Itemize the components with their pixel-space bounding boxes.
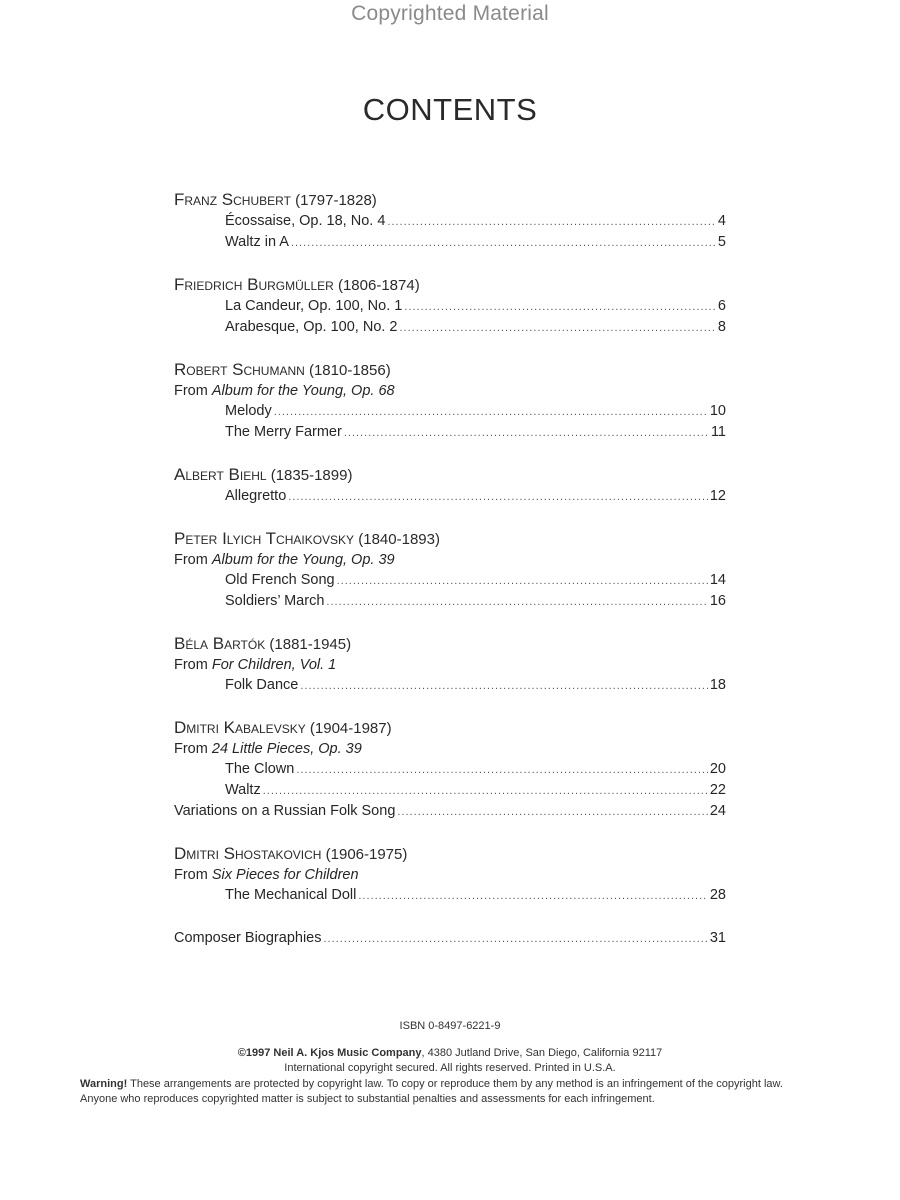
toc-entry[interactable] — [174, 928, 726, 949]
dot-leader — [296, 760, 708, 780]
from-prefix: From — [174, 657, 208, 673]
page-number: 10 — [709, 403, 726, 419]
copyright-line — [0, 1046, 900, 1061]
page-number: 12 — [709, 488, 726, 504]
section-schumann — [174, 360, 726, 443]
composer-dates: (1906-1975) — [325, 846, 408, 863]
section-shostakovich — [174, 844, 726, 906]
toc-entry[interactable] — [174, 780, 726, 801]
page-number: 5 — [717, 234, 726, 250]
page-number: 4 — [717, 213, 726, 229]
from-prefix: From — [174, 867, 208, 883]
collection-line — [174, 865, 726, 885]
warning-label: Warning! — [80, 1078, 128, 1090]
section-bartok — [174, 634, 726, 696]
dot-leader — [326, 592, 707, 612]
composer-dates: (1797-1828) — [295, 192, 377, 209]
page-number: 14 — [709, 572, 726, 588]
toc-entry[interactable] — [174, 486, 726, 507]
composer-dates: (1835-1899) — [270, 467, 353, 484]
dot-leader — [274, 402, 708, 422]
composer-heading — [174, 844, 726, 865]
entry-title: Waltz — [225, 782, 261, 798]
page-number: 8 — [717, 319, 726, 335]
composer-heading — [174, 718, 726, 739]
isbn: ISBN 0-8497-6221-9 — [399, 1020, 501, 1032]
composer-heading — [174, 529, 726, 550]
dot-leader — [404, 297, 716, 317]
dot-leader — [337, 571, 708, 591]
copyright-block — [0, 1046, 900, 1076]
rights-line: International copyright secured. All rights reserved. Printed in U.S.A. — [284, 1062, 616, 1074]
section-biographies — [174, 928, 726, 949]
composer-name: Dmitri Shostakovich — [174, 844, 322, 863]
toc-entry[interactable] — [174, 211, 726, 232]
dot-leader — [344, 423, 709, 443]
dot-leader — [387, 212, 716, 232]
composer-heading — [174, 190, 726, 211]
composer-dates: (1904-1987) — [309, 720, 392, 737]
entry-title: Variations on a Russian Folk Song — [174, 803, 396, 819]
toc-entry[interactable] — [174, 759, 726, 780]
section-kabalevsky — [174, 718, 726, 822]
collection-line — [174, 655, 726, 675]
toc-entry[interactable] — [174, 675, 726, 696]
collection-line — [174, 739, 726, 759]
page-number: 20 — [709, 761, 726, 777]
from-prefix: From — [174, 552, 208, 568]
page-number: 28 — [709, 887, 726, 903]
entry-title: The Merry Farmer — [225, 424, 342, 440]
section-biehl — [174, 465, 726, 507]
entry-title: Folk Dance — [225, 677, 299, 693]
collection-title: For Children, Vol. 1 — [211, 657, 337, 673]
page-number: 16 — [709, 593, 726, 609]
entry-title: Arabesque, Op. 100, No. 2 — [225, 319, 398, 335]
composer-name: Béla Bartók — [174, 634, 266, 653]
copyright-warning — [80, 1077, 820, 1107]
section-burgmuller — [174, 275, 726, 338]
entry-title: Melody — [225, 403, 272, 419]
table-of-contents — [174, 190, 726, 971]
collection-title: Album for the Young, Op. 68 — [211, 383, 395, 399]
toc-entry[interactable] — [174, 591, 726, 612]
publisher-address: , 4380 Jutland Drive, San Diego, California 92117 — [421, 1047, 663, 1059]
composer-heading — [174, 634, 726, 655]
page-number: 22 — [709, 782, 726, 798]
collection-line — [174, 550, 726, 570]
toc-entry[interactable] — [174, 232, 726, 253]
entry-title: Allegretto — [225, 488, 287, 504]
dot-leader — [400, 318, 716, 338]
entry-title: Soldiers’ March — [225, 593, 325, 609]
entry-title: Composer Biographies — [174, 930, 322, 946]
collection-title: Six Pieces for Children — [211, 867, 359, 883]
dot-leader — [358, 886, 707, 906]
entry-title: The Clown — [225, 761, 295, 777]
page-number: 31 — [709, 930, 726, 946]
composer-heading — [174, 465, 726, 486]
entry-title: Waltz in A — [225, 234, 289, 250]
composer-heading — [174, 275, 726, 296]
from-prefix: From — [174, 383, 208, 399]
composer-dates: (1810-1856) — [308, 362, 391, 379]
composer-dates: (1806-1874) — [337, 277, 420, 294]
page-number: 11 — [710, 424, 726, 440]
entry-title: La Candeur, Op. 100, No. 1 — [225, 298, 403, 314]
composer-name: Franz Schubert — [174, 190, 291, 209]
composer-dates: (1840-1893) — [358, 531, 440, 548]
watermark: Copyrighted Material — [351, 2, 549, 25]
page-title: CONTENTS — [362, 92, 538, 127]
toc-entry[interactable] — [174, 422, 726, 443]
section-schubert — [174, 190, 726, 253]
collection-title: Album for the Young, Op. 39 — [211, 552, 395, 568]
dot-leader — [300, 676, 708, 696]
from-prefix: From — [174, 741, 208, 757]
composer-name: Albert Biehl — [174, 465, 267, 484]
toc-entry[interactable] — [174, 570, 726, 591]
toc-entry[interactable] — [174, 317, 726, 338]
toc-entry[interactable] — [174, 801, 726, 822]
page-number: 6 — [717, 298, 726, 314]
page-number: 24 — [709, 803, 726, 819]
toc-entry[interactable] — [174, 885, 726, 906]
copyright-holder: ©1997 Neil A. Kjos Music Company — [237, 1047, 422, 1059]
collection-title: 24 Little Pieces, Op. 39 — [211, 741, 362, 757]
page-number: 18 — [709, 677, 726, 693]
entry-title: Écossaise, Op. 18, No. 4 — [225, 213, 386, 229]
composer-name: Friedrich Burgmüller — [174, 275, 334, 294]
toc-entry[interactable] — [174, 401, 726, 422]
toc-entry[interactable] — [174, 296, 726, 317]
collection-line — [174, 381, 726, 401]
composer-name: Robert Schumann — [174, 360, 305, 379]
dot-leader — [288, 487, 708, 507]
entry-title: The Mechanical Doll — [225, 887, 357, 903]
dot-leader — [263, 781, 708, 801]
section-tchaikovsky — [174, 529, 726, 612]
dot-leader — [397, 802, 707, 822]
dot-leader — [291, 233, 716, 253]
composer-name: Peter Ilyich Tchaikovsky — [174, 529, 355, 548]
warning-text: These arrangements are protected by copyright law. To copy or reproduce them by any method is an infringement of the copyright law. Anyone who reproduces copyrighted matter is subject to substantial penalties and assessments for each infringement. — [80, 1078, 783, 1105]
entry-title: Old French Song — [225, 572, 335, 588]
dot-leader — [324, 929, 708, 949]
composer-dates: (1881-1945) — [269, 636, 352, 653]
composer-name: Dmitri Kabalevsky — [174, 718, 306, 737]
composer-heading — [174, 360, 726, 381]
